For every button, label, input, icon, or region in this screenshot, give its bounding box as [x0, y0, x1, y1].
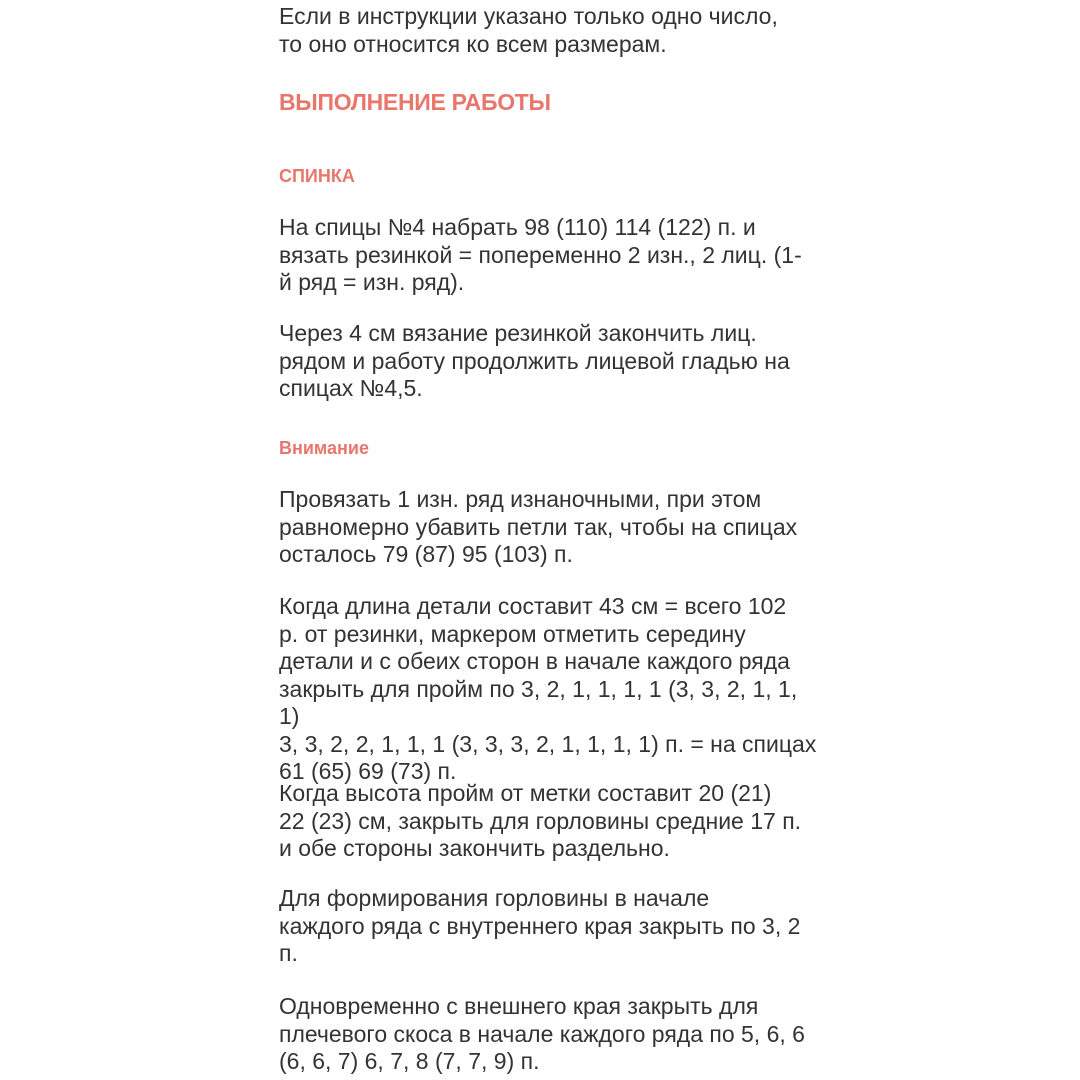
section-title: ВЫПОЛНЕНИЕ РАБОТЫ — [279, 89, 551, 115]
paragraph-neck-shaping: Для формирования горловины в начале каждого ряда с внутреннего края закрыть по 3, 2 п. — [279, 885, 801, 966]
paragraph-neckline: Когда высота пройм от метки составит 20 (21) 22 (23) см, закрыть для горловины средние 17 п. и обе стороны закончить раздельно. — [279, 780, 802, 861]
intro-paragraph: Если в инструкции указано только одно число, то оно относится ко всем размерам. — [279, 3, 778, 57]
paragraph-rib-finish: Через 4 см вязание резинкой закончить лиц. рядом и работу продолжить лицевой гладью на спицах №4,5. — [279, 320, 790, 401]
paragraph-armholes: Когда длина детали составит 43 см = всего 102 р. от резинки, маркером отметить середину детали и с обеих сторон в начале каждого ряда закрыть для пройм по 3, 2, 1, 1, 1, 1 (3, 3, 2, 1, 1, 1) 3, 3, 2, 2, 1, 1, 1 (3, 3, 3, 2, 1, 1, 1, 1) п. = на спицах 61 (65) 69 (73) п. — [279, 593, 817, 784]
paragraph-shoulder: Одновременно с внешнего края закрыть для плечевого скоса в начале каждого ряда по 5, 6, 6 (6, 6, 7) 6, 7, 8 (7, 7, 9) п. — [279, 993, 805, 1074]
paragraph-decrease: Провязать 1 изн. ряд изнаночными, при этом равномерно убавить петли так, чтобы на спицах осталось 79 (87) 95 (103) п. — [279, 486, 798, 567]
subsection-title: СПИНКА — [279, 166, 355, 186]
note-title: Внимание — [279, 438, 369, 458]
paragraph-cast-on: На спицы №4 набрать 98 (110) 114 (122) п. и вязать резинкой = попеременно 2 изн., 2 лиц. (1- й ряд = изн. ряд). — [279, 214, 802, 295]
